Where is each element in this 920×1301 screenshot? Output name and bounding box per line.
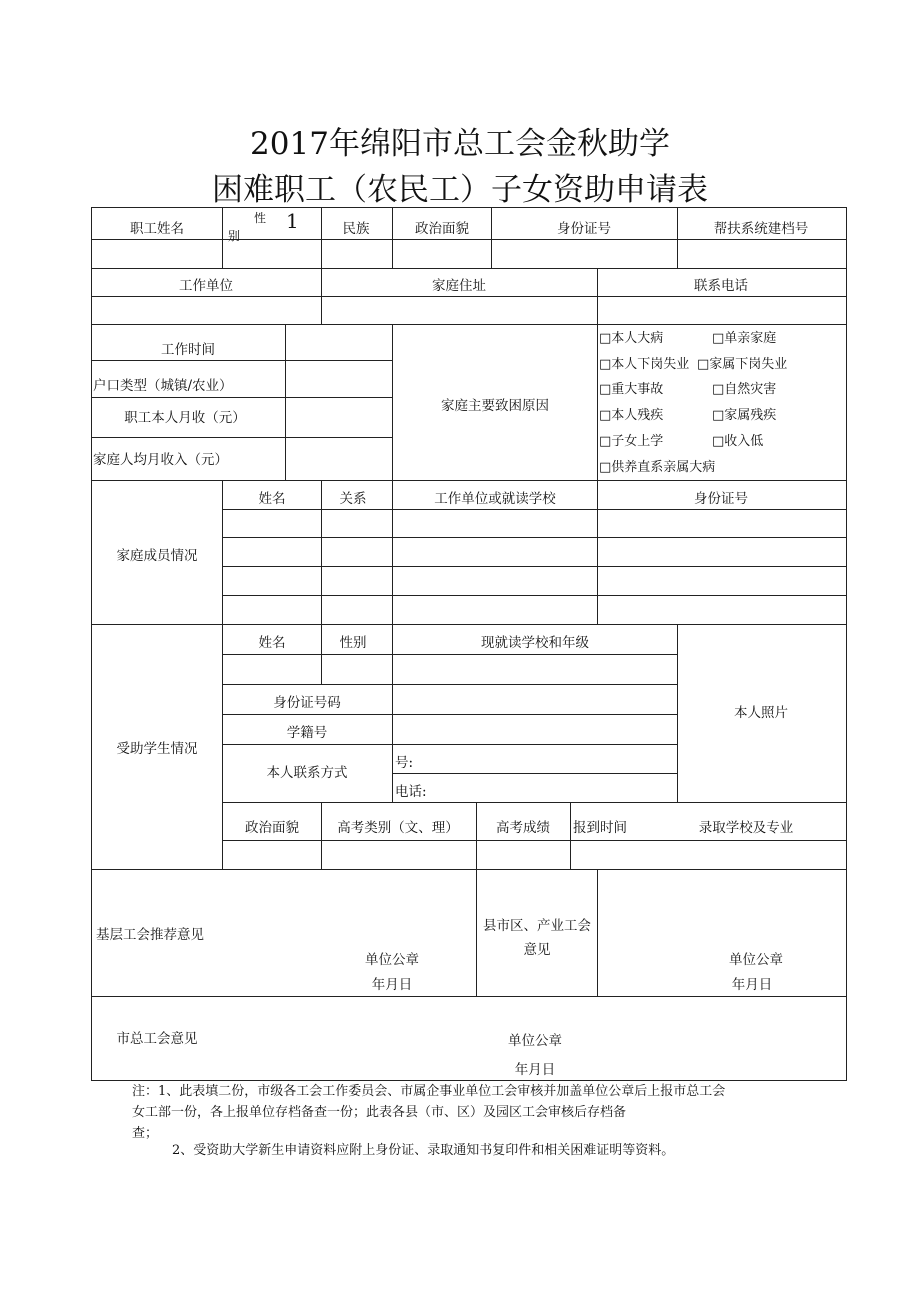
label-student-info: 受助学生情况 — [116, 741, 198, 757]
label-student-number: 学籍号 — [286, 725, 328, 741]
label-id-number: 身份证号 — [557, 221, 611, 237]
note-line-2: 女工部一份，各上报单位存档备查一份；此表各县（市、区）及园区工会审核后存档备 — [132, 1105, 627, 1120]
note-line-4: 2、受资助大学新生申请资料应附上身份证、录取通知书复印件和相关困难证明等资料。 — [172, 1143, 675, 1158]
checkbox-single-parent[interactable]: □单亲家庭 — [712, 331, 777, 346]
label-contact-number: 号: — [395, 755, 414, 771]
label-archive-number: 帮扶系统建档号 — [713, 221, 809, 237]
label-exam-type: 高考类别（文、理） — [337, 820, 459, 836]
label-home-address: 家庭住址 — [432, 278, 486, 294]
county-seal: 单位公章 — [729, 952, 783, 968]
family-header-relation: 关系 — [339, 491, 367, 507]
family-header-name: 姓名 — [258, 491, 286, 507]
checkbox-major-accident[interactable]: □重大事故 — [599, 382, 664, 397]
checkbox-self-unemployed[interactable]: □本人下岗失业 — [599, 357, 690, 372]
label-poverty-reason: 家庭主要致困原因 — [441, 398, 549, 414]
label-grassroots-opinion: 基层工会推荐意见 — [96, 927, 204, 943]
label-ethnicity: 民族 — [342, 221, 370, 237]
student-header-school-grade: 现就读学校和年级 — [481, 635, 589, 651]
label-report-time: 报到时间 — [573, 820, 627, 836]
checkbox-children-school[interactable]: □子女上学 — [599, 434, 664, 449]
photo-placeholder: 本人照片 — [734, 705, 788, 721]
label-hukou-type: 户口类型（城镇/农业） — [93, 378, 233, 394]
label-phone: 联系电话 — [694, 278, 748, 294]
label-student-politics: 政治面貌 — [245, 820, 299, 836]
label-politics: 政治面貌 — [415, 221, 469, 237]
label-worker-name: 职工姓名 — [130, 221, 184, 237]
checkbox-low-income[interactable]: □收入低 — [712, 434, 764, 449]
grassroots-seal: 单位公章 — [365, 952, 419, 968]
family-header-id: 身份证号 — [694, 491, 748, 507]
label-contact-phone: 电话: — [395, 784, 427, 800]
gender-value: 1 — [286, 209, 299, 233]
student-header-name: 姓名 — [258, 635, 286, 651]
checkbox-self-disabled[interactable]: □本人残疾 — [599, 408, 664, 423]
label-student-id: 身份证号码 — [273, 695, 341, 711]
student-header-gender: 性别 — [339, 635, 367, 651]
checkbox-serious-illness[interactable]: □本人大病 — [599, 331, 664, 346]
label-work-unit: 工作单位 — [179, 278, 233, 294]
label-exam-score: 高考成绩 — [496, 820, 550, 836]
city-seal: 单位公章 — [508, 1033, 562, 1049]
city-date: 年月日 — [514, 1062, 556, 1078]
label-gender-a: 性 — [254, 211, 267, 225]
grassroots-date: 年月日 — [371, 977, 413, 993]
form-title-line1: 2017年绵阳市总工会金秋助学 — [250, 126, 670, 162]
label-admission: 录取学校及专业 — [698, 820, 794, 836]
checkbox-dependent-illness[interactable]: □供养直系亲属大病 — [599, 460, 716, 475]
label-city-opinion: 市总工会意见 — [116, 1031, 198, 1047]
checkbox-natural-disaster[interactable]: □自然灾害 — [712, 382, 777, 397]
label-monthly-income: 职工本人月收（元） — [124, 410, 246, 426]
form-title-line2: 困难职工（农民工）子女资助申请表 — [212, 172, 708, 208]
label-student-contact: 本人联系方式 — [266, 765, 348, 781]
label-county-opinion: 县市区、产业工会意见 — [483, 918, 591, 958]
family-header-work-school: 工作单位或就读学校 — [434, 491, 556, 507]
checkbox-family-unemployed[interactable]: □家属下岗失业 — [697, 357, 788, 372]
label-gender-b: 别 — [228, 229, 241, 243]
checkbox-family-disabled[interactable]: □家属残疾 — [712, 408, 777, 423]
county-date: 年月日 — [731, 977, 773, 993]
label-work-time: 工作时间 — [161, 342, 215, 358]
label-family-income: 家庭人均月收入（元） — [93, 452, 228, 468]
note-line-1: 注：1、此表填二份，市级各工会工作委员会、市属企事业单位工会审核并加盖单位公章后上报市总工会 — [132, 1084, 726, 1099]
label-family-members: 家庭成员情况 — [116, 548, 198, 564]
note-line-3: 查； — [132, 1126, 159, 1141]
